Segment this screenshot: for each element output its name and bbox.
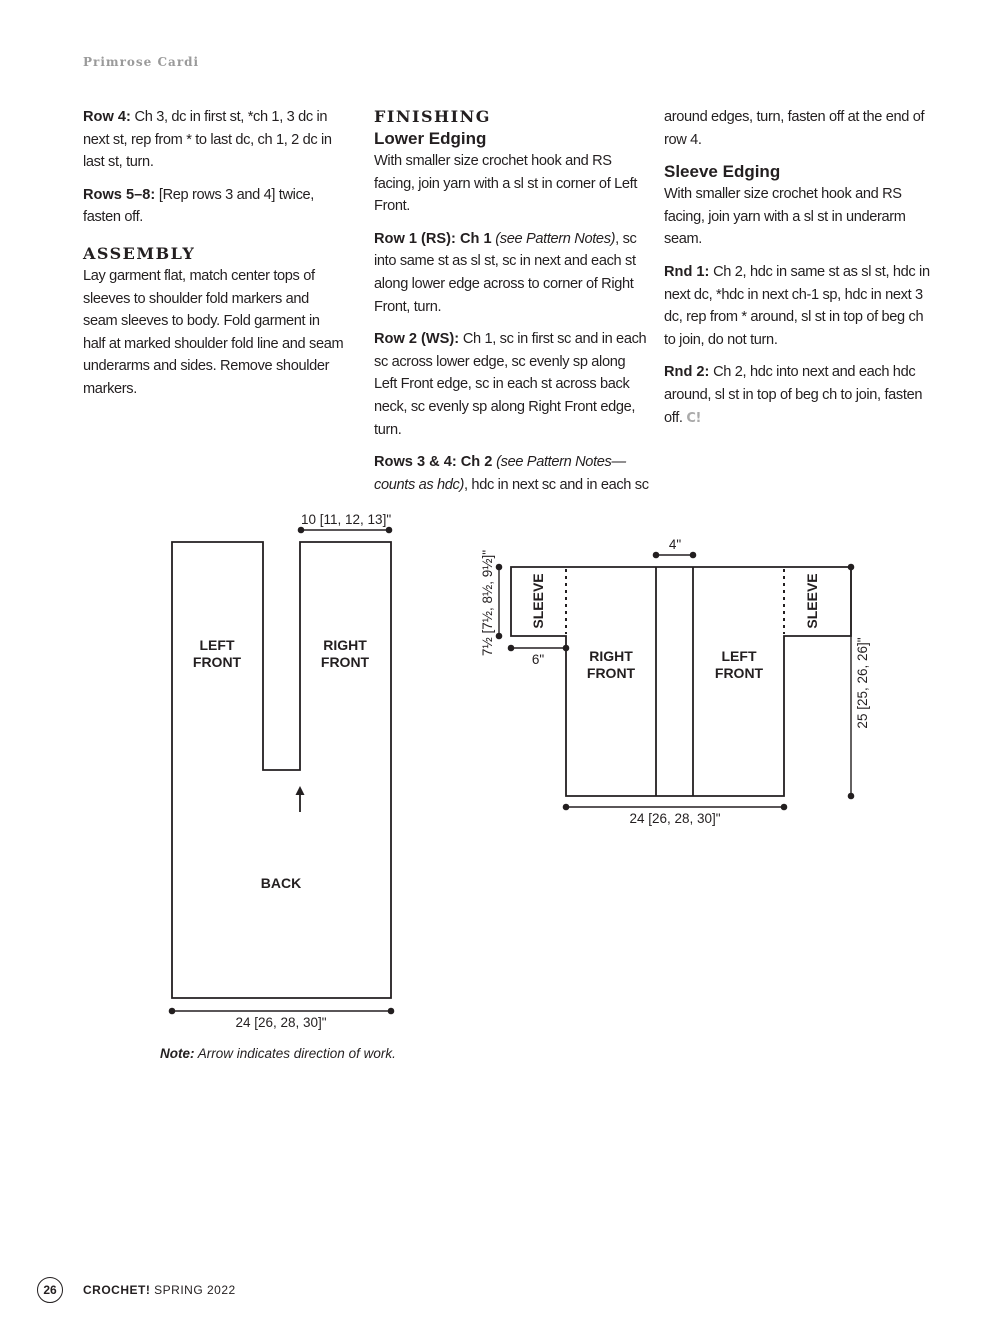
length-label: 25 [25, 26, 26]" xyxy=(855,637,870,729)
direction-arrow-icon xyxy=(296,786,305,812)
cardigan-width-label: 24 [26, 28, 30]" xyxy=(629,811,721,826)
rnd-1-paragraph xyxy=(664,261,930,351)
page-number: 26 xyxy=(37,1277,63,1303)
neck-gap-label: 4" xyxy=(668,537,682,552)
right-front-label-line2: FRONT xyxy=(320,654,370,670)
sleeve-label-right: SLEEVE xyxy=(804,573,820,629)
cardigan-right-front-line2: FRONT xyxy=(586,665,636,681)
row-1-label: Row 1 (RS): Ch 1 xyxy=(374,230,492,247)
diagram-note xyxy=(160,1046,396,1061)
sleeve-height-measure xyxy=(496,564,501,638)
rows-3-4-text: , hdc in next sc and in each sc xyxy=(464,476,649,493)
row-2-text: Ch 1, sc in first sc and in each sc across lower edge, sc evenly sp along Left Front edge, sc in each st across back neck, sc evenly sp along Right Front edge, turn. xyxy=(374,331,647,438)
rows-5-8-label: Rows 5–8: xyxy=(83,186,156,203)
left-front-label-line1: LEFT xyxy=(199,637,235,653)
rnd-2-text: Ch 2, hdc into next and each hdc around, sl st in top of beg ch to join, fasten off. xyxy=(664,364,923,426)
neck-width-label: 10 [11, 12, 13]" xyxy=(301,512,392,527)
sleeve-edging-heading: Sleeve Edging xyxy=(664,162,781,182)
left-front-label-line2: FRONT xyxy=(192,654,242,670)
garment-outline xyxy=(172,542,391,998)
row-1-text: , sc into same st as sl st, sc in next and each st along lower edge across to corner of Right Front, turn. xyxy=(374,230,637,315)
cardigan-width-measure xyxy=(563,804,786,809)
text-column-3 xyxy=(664,106,930,440)
text-column-2 xyxy=(374,106,650,506)
back-label: BACK xyxy=(260,875,302,891)
magazine-name: CROCHET! xyxy=(83,1283,151,1297)
rnd-1-text: Ch 2, hdc in same st as sl st, hdc in next dc, *hdc in next ch-1 sp, hdc in next 3 dc, rep from * around, sl st in top of beg ch to join, do not turn. xyxy=(664,263,930,348)
row-4-paragraph xyxy=(83,106,345,174)
neck-width-measure xyxy=(298,527,391,532)
assembly-text: Lay garment flat, match center tops of sleeves to shoulder fold markers and seam sleeves to body. Fold garment in half at marked shoulder fold line and seam underarms and sides. Remove shoulder markers. xyxy=(83,267,344,397)
cardigan-right-front-line1: RIGHT xyxy=(589,648,633,664)
row-4-text: Ch 3, dc in first st, *ch 1, 3 dc in next st, rep from * to last dc, ch 1, 2 dc in last st, turn. xyxy=(83,109,332,171)
text-column-1 xyxy=(83,106,345,411)
row-1-paragraph xyxy=(374,228,650,318)
note-text: Arrow indicates direction of work. xyxy=(194,1046,396,1061)
end-mark-icon: C! xyxy=(686,410,702,426)
issue-name: SPRING 2022 xyxy=(150,1283,236,1297)
neck-gap-measure xyxy=(653,552,695,557)
footer-credit xyxy=(83,1283,236,1297)
sleeve-label-left: SLEEVE xyxy=(530,573,546,629)
left-width-label: 24 [26, 28, 30]" xyxy=(235,1015,327,1030)
right-front-label-line1: RIGHT xyxy=(323,637,367,653)
garment-flat-schematic xyxy=(172,542,391,998)
sleeve-width-label: 6" xyxy=(531,652,545,667)
rows-3-4-label: Rows 3 & 4: Ch 2 xyxy=(374,454,493,471)
row-1-note: (see Pattern Notes) xyxy=(491,230,616,247)
finishing-heading: FINISHING xyxy=(374,107,491,126)
rows-5-8-paragraph xyxy=(83,184,345,229)
left-width-measure xyxy=(169,1008,393,1013)
lower-edging-heading: Lower Edging xyxy=(374,129,487,148)
rows-5-8-text: [Rep rows 3 and 4] twice, fasten off. xyxy=(83,186,314,226)
rnd-1-label: Rnd 1: xyxy=(664,263,710,280)
sleeve-width-measure xyxy=(508,645,568,650)
sleeve-seam-lines xyxy=(566,569,784,634)
sleeve-edging-text: With smaller size crochet hook and RS facing, join yarn with a sl st in underarm seam. xyxy=(664,186,906,248)
row-4-label: Row 4: xyxy=(83,109,131,125)
sleeve-height-label: 7½ [7½, 8½, 9½]" xyxy=(480,549,495,657)
running-head: Primrose Cardi xyxy=(83,55,200,69)
cardigan-left-front-line2: FRONT xyxy=(714,665,764,681)
lower-edging-text: With smaller size crochet hook and RS facing, join yarn with a sl st in corner of Left Front. xyxy=(374,153,638,215)
assembled-cardigan-schematic xyxy=(511,567,851,796)
assembly-heading: ASSEMBLY xyxy=(83,243,196,263)
rnd-2-paragraph xyxy=(664,361,930,430)
row-2-label: Row 2 (WS): xyxy=(374,331,460,348)
schematic-diagrams xyxy=(0,490,997,1030)
cardigan-left-front-line1: LEFT xyxy=(721,648,757,664)
rnd-2-label: Rnd 2: xyxy=(664,364,710,381)
cardigan-outline xyxy=(511,567,851,796)
continued-text: around edges, turn, fasten off at the end of row 4. xyxy=(664,109,925,148)
note-label: Note: xyxy=(160,1046,195,1061)
row-2-paragraph xyxy=(374,328,650,441)
rows-3-4-note: (see Pattern Notes—counts as hdc) xyxy=(374,454,626,493)
length-measure xyxy=(848,564,853,798)
